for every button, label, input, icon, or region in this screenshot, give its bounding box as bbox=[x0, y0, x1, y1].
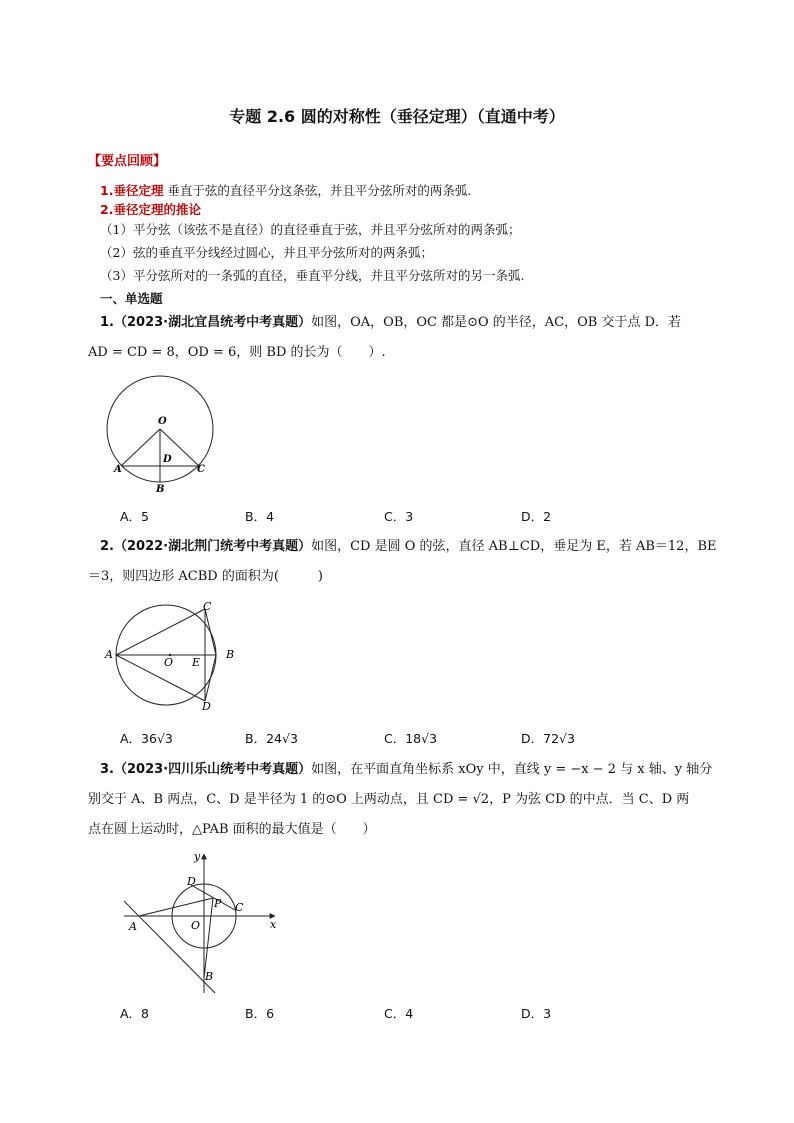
q3-segment-bp bbox=[204, 898, 213, 978]
q3-label-b: B bbox=[205, 970, 214, 983]
q3-label-c: C bbox=[235, 901, 244, 914]
q3-options bbox=[0, 1004, 794, 1024]
q2-segment-ac bbox=[116, 609, 205, 655]
theorem-text: 垂直于弦的直径平分这条弦，并且平分弦所对的两条弧. bbox=[163, 183, 472, 198]
q1-label-d: D bbox=[163, 454, 172, 465]
q1-option-d[interactable]: D．2 bbox=[521, 509, 552, 524]
q3-option-c[interactable]: C．4 bbox=[384, 1006, 414, 1021]
q1-number: 1. bbox=[100, 315, 114, 330]
q2-option-c[interactable]: C．18√3 bbox=[384, 731, 438, 746]
q2-segment-db bbox=[205, 655, 216, 701]
q1-label-b: B bbox=[156, 484, 165, 495]
corollary-1: （1）平分弦（该弦不是直径）的直径垂直于弦，并且平分弦所对的两条弧； bbox=[100, 222, 521, 237]
review-heading: 【要点回顾】 bbox=[88, 154, 167, 169]
q3-text-b: 别交于 A、B 两点，C、D 是半径为 1 的⊙O 上两动点，且 CD = √2，P 为弦 CD 的中点．当 C、D 两 bbox=[88, 792, 690, 807]
q2-text-b: ＝3，则四边形 ACBD 的面积为( ) bbox=[88, 569, 323, 584]
q1-option-c[interactable]: C．3 bbox=[384, 509, 414, 524]
q2-label-e: E bbox=[192, 656, 201, 669]
q3-text-c: 点在圆上运动时，△PAB 面积的最大值是（ ） bbox=[88, 822, 376, 837]
corollary-2: （2）弦的垂直平分线经过圆心，并且平分弦所对的两条弧； bbox=[100, 245, 433, 260]
q1-radius-oa bbox=[121, 429, 160, 466]
q1-source: （2023·湖北宜昌统考中考真题） bbox=[113, 315, 312, 330]
part-heading: 一、单选题 bbox=[100, 291, 163, 306]
q2-text-a: 如图，CD 是圆 O 的弦，直径 AB⊥CD，垂足为 E，若 AB＝12，BE bbox=[311, 539, 717, 554]
q2-label-o: O bbox=[164, 656, 174, 669]
q1-figure bbox=[100, 372, 230, 497]
q2-label-c: C bbox=[203, 600, 212, 613]
q2-option-b[interactable]: B．24√3 bbox=[245, 731, 298, 746]
q1-label-c: C bbox=[197, 464, 205, 475]
q3-label-o: O bbox=[191, 919, 201, 932]
q2-line-1 bbox=[100, 537, 716, 557]
q1-line-1 bbox=[100, 313, 681, 333]
q1-text-a: 如图，OA，OB，OC 都是⊙O 的半径，AC，OB 交于点 D．若 bbox=[311, 315, 682, 330]
q3-line-1 bbox=[100, 760, 712, 780]
q3-line-ab bbox=[124, 901, 215, 993]
corollary-head: 2.垂径定理的推论 bbox=[100, 202, 201, 217]
q3-figure bbox=[110, 848, 285, 998]
q1-label-o: O bbox=[158, 416, 167, 427]
q1-label-a: A bbox=[114, 464, 122, 475]
q3-label-x: x bbox=[270, 918, 277, 931]
q3-source: （2023·四川乐山统考中考真题） bbox=[113, 762, 312, 777]
q3-number: 3. bbox=[100, 762, 114, 777]
q3-option-d[interactable]: D．3 bbox=[521, 1006, 552, 1021]
q3-option-a[interactable]: A．8 bbox=[120, 1006, 150, 1021]
q3-text-a: 如图，在平面直角坐标系 xOy 中，直线 y = −x − 2 与 x 轴、y 轴分 bbox=[311, 762, 713, 777]
q2-option-d[interactable]: D．72√3 bbox=[521, 731, 575, 746]
q1-options bbox=[0, 507, 794, 527]
q2-label-b: B bbox=[226, 648, 235, 661]
q3-chord-cd bbox=[191, 885, 235, 910]
q3-label-a: A bbox=[129, 920, 137, 933]
page-title: 专题 2.6 圆的对称性（垂径定理）（直通中考） bbox=[229, 107, 565, 126]
corollary-3: （3）平分弦所对的一条弧的直径，垂直平分线，并且平分弦所对的另一条弧. bbox=[100, 268, 525, 283]
q1-text-b: AD = CD = 8，OD = 6，则 BD 的长为（ ）. bbox=[88, 345, 386, 360]
q2-source: （2022·湖北荆门统考中考真题） bbox=[113, 539, 312, 554]
q2-figure bbox=[100, 596, 245, 718]
q2-label-d: D bbox=[202, 700, 211, 713]
q3-label-p: P bbox=[214, 897, 222, 910]
q2-segment-cb bbox=[205, 609, 216, 655]
q3-option-b[interactable]: B．6 bbox=[245, 1006, 275, 1021]
q1-option-b[interactable]: B．4 bbox=[245, 509, 275, 524]
q2-option-a[interactable]: A．36√3 bbox=[120, 731, 173, 746]
q2-number: 2. bbox=[100, 539, 114, 554]
q3-label-d: D bbox=[187, 875, 196, 888]
q1-option-a[interactable]: A．5 bbox=[120, 509, 150, 524]
q3-label-y: y bbox=[194, 850, 201, 863]
q2-options bbox=[0, 729, 794, 749]
theorem-head: 1.垂径定理 bbox=[100, 183, 164, 198]
q2-label-a: A bbox=[105, 648, 113, 661]
theorem-line bbox=[100, 181, 471, 200]
